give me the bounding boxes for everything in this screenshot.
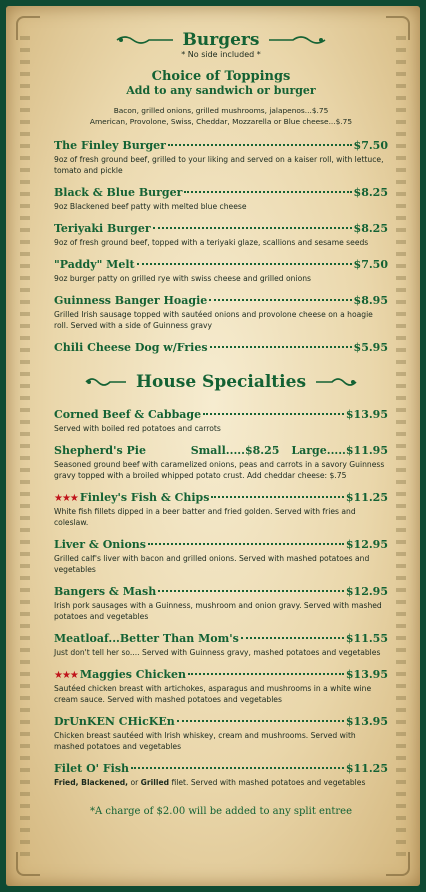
item-name: Chili Cheese Dog w/Fries [54, 341, 208, 354]
size-small-price: $8.25 [244, 444, 280, 457]
item-description: 9oz of fresh ground beef, grilled to your liking and served on a kaiser roll, with lettuce, tomato and pickle [54, 155, 384, 175]
toppings-title: Choice of Toppings [151, 69, 291, 84]
item-description: Grilled calf's liver with bacon and grilled onions. Served with mashed potatoes and vegetables [54, 554, 370, 574]
item-name: Liver & Onions [54, 538, 146, 551]
dot-leader [209, 299, 351, 301]
dot-leader [241, 637, 344, 639]
burgers-title: Burgers [182, 30, 260, 50]
item-name: Finley's Fish & Chips [79, 491, 210, 504]
item-price: $11.55 [345, 632, 388, 645]
item-description: Irish pork sausages with a Guinness, mushroom and onion gravy. Served with mashed potatoes and vegetables [54, 601, 382, 621]
menu-item-finley-burger [54, 139, 388, 176]
item-price: $7.50 [353, 139, 388, 152]
dot-leader [131, 767, 344, 769]
item-price: $13.95 [345, 715, 388, 728]
item-name: Bangers & Mash [54, 585, 157, 598]
item-description: Grilled Irish sausage topped with sautéed onions and provolone cheese on a hoagie roll. Served with a side of Guinness gravy [54, 310, 373, 330]
signature-stars: ★★★ [54, 493, 78, 504]
item-price: $12.95 [345, 585, 388, 598]
menu-item-liver-onions [54, 538, 388, 575]
split-charge-note: *A charge of $2.00 will be added to any split entree [89, 806, 353, 817]
dot-leader [203, 413, 344, 415]
menu-item-fish-chips [54, 491, 388, 528]
flourish-left-icon [115, 34, 175, 46]
item-price: $8.25 [353, 186, 388, 199]
burgers-header [54, 30, 388, 50]
item-price: $11.25 [345, 491, 388, 504]
signature-stars: ★★★ [54, 670, 78, 681]
dot-leader [184, 191, 351, 193]
item-name: Shepherd's Pie [54, 444, 146, 457]
item-price: $11.25 [345, 762, 388, 775]
menu-item-shepherds-pie [54, 444, 388, 481]
desc-text: or [128, 778, 141, 787]
celtic-border-right [396, 36, 406, 856]
item-price: $7.50 [353, 258, 388, 271]
size-large-price: $11.95 [345, 444, 388, 457]
item-price: $8.95 [353, 294, 388, 307]
dot-leader [177, 720, 344, 722]
size-large-label: Large..... [291, 444, 346, 457]
item-description: Chicken breast sautéed with Irish whiskey, cream and mushrooms. Served with mashed potatoes and vegetables [54, 731, 356, 751]
toppings-line: Bacon, grilled onions, grilled mushrooms, jalapenos...$.75 [113, 106, 329, 115]
desc-text: filet. Served with mashed potatoes and vegetables [169, 778, 366, 787]
item-description: Seasoned ground beef with caramelized onions, peas and carrots in a savory Guinness gravy topped with a broiled whipped potato crust. Add cheddar cheese: $.75 [54, 460, 385, 480]
desc-bold: Fried, Blackened, [54, 778, 129, 787]
item-description: Sautéed chicken breast with artichokes, asparagus and mushrooms in a white wine cream sauce. Served with mashed potatoes and vegetables [54, 684, 372, 704]
item-name: Guinness Banger Hoagie [54, 294, 208, 307]
flourish-right-icon [314, 376, 358, 388]
menu-item-drunken-chicken [54, 715, 388, 752]
menu-item-teriyaki-burger [54, 222, 388, 248]
corner-ornament [386, 852, 410, 876]
item-description: 9oz Blackened beef patty with melted blue cheese [54, 202, 247, 211]
item-description: White fish fillets dipped in a beer batter and fried golden. Served with fries and coleslaw. [54, 507, 356, 527]
size-small-label: Small..... [190, 444, 245, 457]
item-name: Meatloaf...Better Than Mom's [54, 632, 239, 645]
item-price: $12.95 [345, 538, 388, 551]
menu-item-chili-cheese-dog [54, 341, 388, 354]
menu-item-corned-beef [54, 408, 388, 434]
item-price: $5.95 [353, 341, 388, 354]
dot-leader [158, 590, 344, 592]
item-name: Corned Beef & Cabbage [54, 408, 202, 421]
menu-item-maggies-chicken [54, 668, 388, 705]
menu-content [54, 30, 388, 817]
celtic-border-left [20, 36, 30, 856]
toppings-list [54, 105, 388, 127]
menu-item-guinness-banger-hoagie [54, 294, 388, 331]
menu-item-meatloaf [54, 632, 388, 658]
item-name: Teriyaki Burger [54, 222, 151, 235]
corner-ornament [16, 852, 40, 876]
menu-item-bangers-mash [54, 585, 388, 622]
toppings-subtitle: Add to any sandwich or burger [126, 84, 316, 97]
toppings-line: American, Provolone, Swiss, Cheddar, Mozzarella or Blue cheese...$.75 [89, 117, 353, 126]
dot-leader [168, 144, 352, 146]
corner-ornament [16, 16, 40, 40]
item-price: $8.25 [353, 222, 388, 235]
specialties-title: House Specialties [135, 372, 307, 392]
dot-leader [210, 346, 352, 348]
menu-item-black-blue-burger [54, 186, 388, 212]
dot-leader [211, 496, 343, 498]
dot-leader [137, 263, 352, 265]
desc-bold: Grilled [140, 778, 170, 787]
item-name: Maggies Chicken [79, 668, 187, 681]
menu-item-paddy-melt [54, 258, 388, 284]
flourish-right-icon [267, 34, 327, 46]
dot-leader [188, 673, 344, 675]
item-description: 9oz of fresh ground beef, topped with a teriyaki glaze, scallions and sesame seeds [54, 238, 369, 247]
dot-leader [148, 543, 344, 545]
item-description: 9oz burger patty on grilled rye with swiss cheese and grilled onions [54, 274, 311, 283]
item-description: Served with boiled red potatoes and carrots [54, 424, 221, 433]
dot-leader [153, 227, 352, 229]
flourish-left-icon [84, 376, 128, 388]
item-price: $13.95 [345, 408, 388, 421]
item-name: Filet O' Fish [54, 762, 130, 775]
item-name: "Paddy" Melt [54, 258, 135, 271]
no-side-note: * No side included * [181, 50, 261, 59]
item-name: Black & Blue Burger [54, 186, 183, 199]
menu-item-filet-o-fish [54, 762, 388, 788]
specialties-header [54, 372, 388, 392]
item-name: The Finley Burger [54, 139, 166, 152]
item-description [54, 777, 388, 788]
corner-ornament [386, 16, 410, 40]
item-name: DrUnKEN CHicKEn [54, 715, 175, 728]
item-price: $13.95 [345, 668, 388, 681]
item-description: Just don't tell her so.... Served with Guinness gravy, mashed potatoes and vegetables [54, 648, 381, 657]
